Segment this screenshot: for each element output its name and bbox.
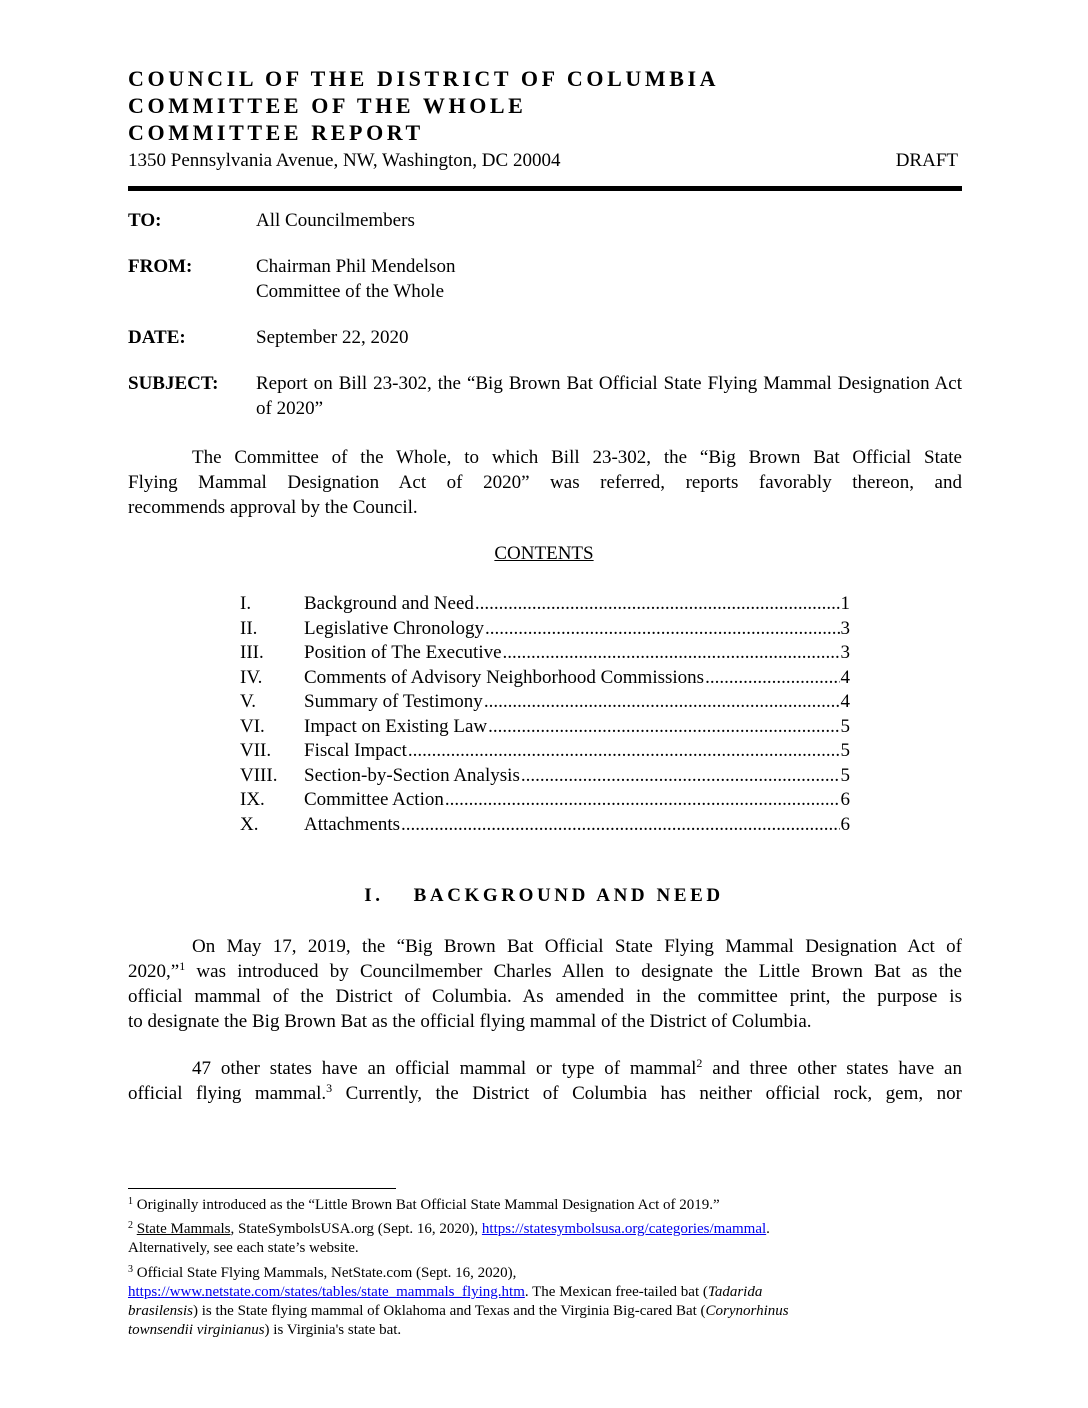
intro-line: Flying Mammal Designation Act of 2020” was referred, reports favorably thereon, and xyxy=(128,472,962,493)
subject-label: SUBJECT: xyxy=(128,373,219,394)
toc-number: VII. xyxy=(240,740,272,761)
draft-status: DRAFT xyxy=(895,150,958,171)
toc-page: 5 xyxy=(840,740,850,761)
footnote-1 xyxy=(128,1196,918,1215)
body-text: 47 other states have an official mammal or type of mammal xyxy=(192,1058,697,1079)
toc-leader xyxy=(401,813,839,838)
body-text: 2020,” xyxy=(128,961,180,982)
footnote-mark: 1 xyxy=(128,1196,133,1207)
toc-leader xyxy=(705,666,839,691)
footnote-text: Alternatively, see each state’s website. xyxy=(128,1240,359,1256)
toc-page: 4 xyxy=(840,691,850,712)
contents-title: CONTENTS xyxy=(494,543,594,564)
footnote-text: ) is Virginia's state bat. xyxy=(264,1322,402,1338)
toc-number: IX. xyxy=(240,789,265,810)
section-number: I. xyxy=(364,885,384,906)
footnote-3 xyxy=(128,1264,918,1340)
footnote-text: Official State Flying Mammals, NetState.com (Sept. 16, 2020), xyxy=(133,1265,517,1281)
body-text: Currently, the District of Columbia has neither official rock, gem, nor xyxy=(332,1083,962,1104)
section-heading xyxy=(0,885,1088,907)
from-value-name: Chairman Phil Mendelson xyxy=(256,256,456,277)
toc-leader xyxy=(485,617,840,642)
toc-item[interactable] xyxy=(240,813,850,838)
toc-item[interactable] xyxy=(240,690,850,715)
toc-title: Comments of Advisory Neighborhood Commissions xyxy=(304,666,705,688)
body-line xyxy=(128,1081,962,1106)
footnote-italic: brasilensis xyxy=(128,1303,194,1319)
body-line xyxy=(128,1056,962,1081)
toc-item[interactable] xyxy=(240,666,850,691)
intro-line: recommends approval by the Council. xyxy=(128,497,418,518)
toc-page: 6 xyxy=(840,789,850,810)
footnote-mark: 2 xyxy=(128,1220,133,1231)
footnote-text: Originally introduced as the “Little Brown Bat Official State Mammal Designation Act of 2019.” xyxy=(133,1197,720,1213)
toc-leader xyxy=(408,739,840,764)
date-value: September 22, 2020 xyxy=(256,327,409,348)
body-line: official mammal of the District of Columbia. As amended in the committee print, the purpose is xyxy=(128,986,962,1007)
footnote-mark: 3 xyxy=(128,1264,133,1275)
body-text: and three other states have an xyxy=(702,1058,962,1079)
footnote-text: . The Mexican free-tailed bat ( xyxy=(524,1284,708,1300)
toc-number: II. xyxy=(240,617,258,639)
toc-item[interactable] xyxy=(240,592,850,617)
committee-heading: COMMITTEE OF THE WHOLE xyxy=(128,93,527,118)
toc-page: 4 xyxy=(840,666,850,688)
toc-leader xyxy=(475,592,840,617)
toc-title: Background and Need xyxy=(304,593,474,614)
toc-number: VI. xyxy=(240,715,265,737)
body-text: official flying mammal. xyxy=(128,1083,327,1104)
toc-title: Section-by-Section Analysis xyxy=(304,764,520,786)
toc-leader xyxy=(503,641,840,666)
toc-page: 1 xyxy=(840,593,850,614)
date-label: DATE: xyxy=(128,327,186,348)
footnote-text: ) is the State flying mammal of Oklahoma and Texas and the Virginia Big-cared Bat ( xyxy=(193,1303,706,1319)
background-paragraph-1 xyxy=(128,934,962,1034)
toc-number: I. xyxy=(240,593,252,614)
from-label: FROM: xyxy=(128,256,193,277)
council-heading: COUNCIL OF THE DISTRICT OF COLUMBIA xyxy=(128,66,720,91)
address: 1350 Pennsylvania Avenue, NW, Washington, DC 20004 xyxy=(128,150,561,171)
toc-leader xyxy=(445,788,840,813)
toc-page: 3 xyxy=(840,642,850,663)
toc-number: VIII. xyxy=(240,764,278,786)
header-rule xyxy=(128,186,962,191)
footnote-italic: Corynorhinus xyxy=(705,1303,789,1319)
toc-number: V. xyxy=(240,691,257,712)
toc-page: 5 xyxy=(840,715,850,737)
toc-leader xyxy=(488,715,839,740)
toc-title: Attachments xyxy=(304,813,401,835)
toc-number: III. xyxy=(240,642,264,663)
section-title: BACKGROUND AND NEED xyxy=(413,885,724,906)
toc-item[interactable] xyxy=(240,715,850,740)
footnote-2 xyxy=(128,1220,918,1258)
table-of-contents xyxy=(240,592,850,837)
footnote-text: . xyxy=(766,1221,770,1237)
toc-title: Position of The Executive xyxy=(304,642,502,663)
toc-item[interactable] xyxy=(240,764,850,789)
footnote-separator xyxy=(128,1188,396,1189)
to-value: All Councilmembers xyxy=(256,210,415,231)
toc-number: X. xyxy=(240,813,259,835)
toc-page: 5 xyxy=(840,764,850,786)
toc-item[interactable] xyxy=(240,739,850,764)
body-line: to designate the Big Brown Bat as the official flying mammal of the District of Columbia. xyxy=(128,1011,812,1032)
toc-title: Legislative Chronology xyxy=(304,617,484,639)
toc-number: IV. xyxy=(240,666,263,688)
to-label: TO: xyxy=(128,210,162,231)
toc-item[interactable] xyxy=(240,617,850,642)
body-line: On May 17, 2019, the “Big Brown Bat Official State Flying Mammal Designation Act of xyxy=(192,936,962,957)
toc-page: 6 xyxy=(840,813,850,835)
from-value-committee: Committee of the Whole xyxy=(256,281,445,302)
body-line xyxy=(128,959,962,984)
footnote-ref[interactable]: 2 xyxy=(696,1056,703,1070)
toc-page: 3 xyxy=(840,617,850,639)
toc-item[interactable] xyxy=(240,788,850,813)
intro-line: The Committee of the Whole, to which Bill 23-302, the “Big Brown Bat Official State xyxy=(192,447,962,468)
toc-title: Fiscal Impact xyxy=(304,740,407,761)
toc-leader xyxy=(484,690,840,715)
toc-title: Committee Action xyxy=(304,789,444,810)
report-heading: COMMITTEE REPORT xyxy=(128,120,424,145)
toc-item[interactable] xyxy=(240,641,850,666)
toc-title: Summary of Testimony xyxy=(304,691,483,712)
subject-value: Report on Bill 23-302, the “Big Brown Bat Official State Flying Mammal Designation Act of 2020” xyxy=(256,373,962,419)
intro-paragraph xyxy=(128,445,962,520)
background-paragraph-2 xyxy=(128,1056,962,1106)
footnote-ref[interactable]: 3 xyxy=(326,1081,333,1095)
footnote-text: , StateSymbolsUSA.org (Sept. 16, 2020), xyxy=(230,1221,482,1237)
footnote-link[interactable]: https://statesymbolsusa.org/categories/mammal xyxy=(481,1221,767,1237)
footnote-ref[interactable]: 1 xyxy=(179,959,186,973)
footnote-link[interactable]: https://www.netstate.com/states/tables/state_mammals_flying.htm xyxy=(128,1284,525,1300)
body-text: was introduced by Councilmember Charles Allen to designate the Little Brown Bat as the xyxy=(185,961,962,982)
toc-leader xyxy=(521,764,840,789)
toc-title: Impact on Existing Law xyxy=(304,715,488,737)
footnote-italic: townsendii virginianus xyxy=(128,1322,265,1338)
footnote-source-title: State Mammals xyxy=(136,1221,231,1237)
footnote-italic: Tadarida xyxy=(707,1284,763,1300)
